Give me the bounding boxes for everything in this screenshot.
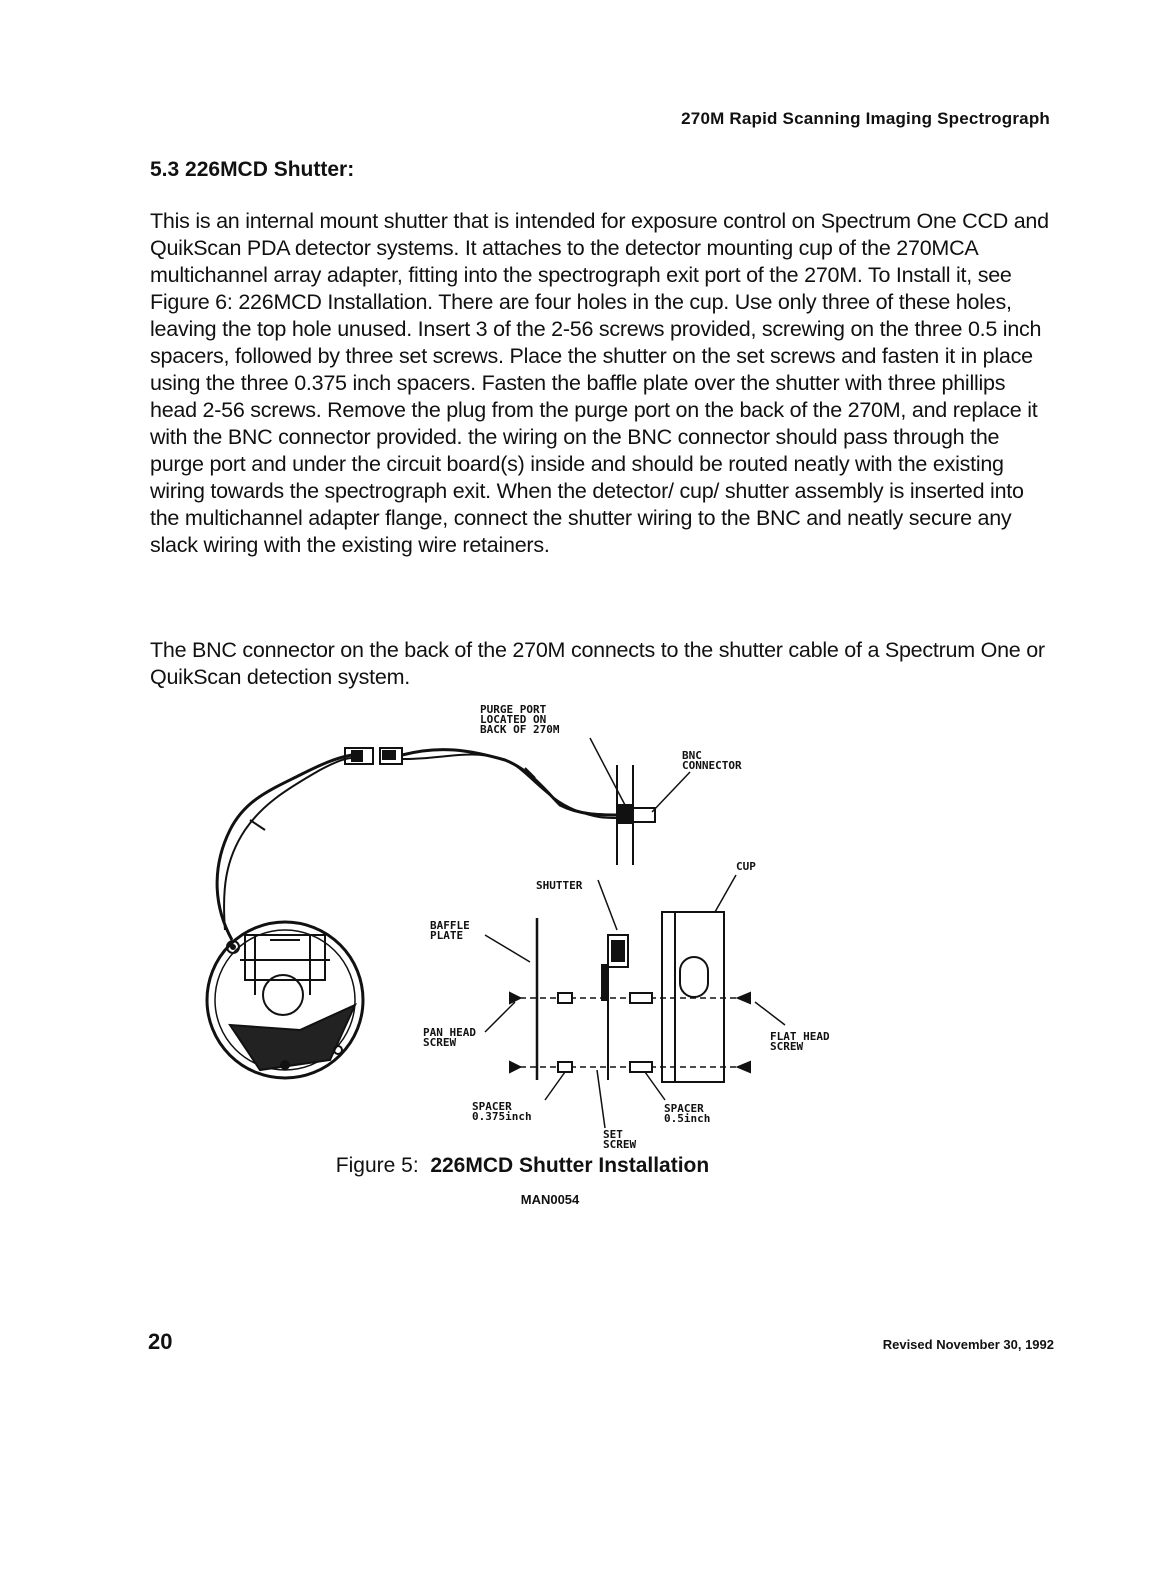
- label-pan-head-screw: SCREW: [423, 1036, 457, 1049]
- flat-head-screw: [738, 1062, 750, 1072]
- shutter-cable: [217, 755, 352, 940]
- label-set-screw: SCREW: [603, 1138, 637, 1151]
- label-flat-head-screw: SCREW: [770, 1040, 804, 1053]
- label-cup: CUP: [736, 860, 756, 873]
- figure-caption-title: 226MCD Shutter Installation: [430, 1154, 710, 1177]
- revision-date: Revised November 30, 1992: [882, 1337, 1054, 1352]
- label-spacer-375: 0.375inch: [472, 1110, 532, 1123]
- label-purge-port: PURGE PORT: [480, 703, 547, 716]
- label-purge-port: LOCATED ON: [480, 713, 547, 726]
- spacer-5: [630, 1062, 652, 1072]
- label-purge-port: BACK OF 270M: [480, 723, 560, 736]
- shutter-mechanism: [245, 935, 325, 980]
- running-header: 270M Rapid Scanning Imaging Spectrograph: [681, 109, 1050, 128]
- label-bnc-connector: BNC: [682, 749, 702, 762]
- label-pan-head-screw: PAN HEAD: [423, 1026, 476, 1039]
- bnc-connector: [617, 805, 633, 823]
- label-shutter: SHUTTER: [536, 879, 583, 892]
- spacer-5: [630, 993, 652, 1003]
- label-spacer-5: SPACER: [664, 1102, 704, 1115]
- label-flat-head-screw: FLAT HEAD: [770, 1030, 830, 1043]
- spacer-375: [558, 993, 572, 1003]
- spacer-375: [558, 1062, 572, 1072]
- label-baffle-plate: BAFFLE: [430, 919, 470, 932]
- figure-caption: [150, 1154, 895, 1178]
- label-bnc-connector: CONNECTOR: [682, 759, 742, 772]
- body-paragraph: The BNC connector on the back of the 270M connects to the shutter cable of a Spectrum One or QuikScan detection system.: [150, 638, 1045, 689]
- section-title: 5.3 226MCD Shutter:: [150, 158, 355, 181]
- figure-caption-prefix: Figure 5:: [335, 1154, 419, 1177]
- label-baffle-plate: PLATE: [430, 929, 464, 942]
- pan-head-screw: [510, 993, 520, 1003]
- flat-head-screw: [738, 993, 750, 1003]
- label-spacer-375: SPACER: [472, 1100, 512, 1113]
- page-number: 20: [148, 1329, 173, 1354]
- pan-head-screw: [510, 1062, 520, 1072]
- figure-code: MAN0054: [520, 1192, 580, 1207]
- label-spacer-5: 0.5inch: [664, 1112, 711, 1125]
- label-set-screw: SET: [603, 1128, 623, 1141]
- body-paragraph: This is an internal mount shutter that is intended for exposure control on Spectrum One CCD and QuikScan PDA detector systems. It attaches to the detector mounting cup of the 270MCA multichannel array adapter, fitting into the spectrograph exit port of the 270M. To Install it, see Figure 6: 226MCD Installation. There are four holes in the cup. Use only three of these holes, leaving the top hole unused. Insert 3 of the 2-56 screws provided, screwing on the three 0.5 inch spacers, followed by three set screws. Place the shutter on the set screws and fasten it in place using the three 0.375 inch spacers. Fasten the baffle plate over the shutter with three phillips head 2-56 screws. Remove the plug from the purge port on the back of the 270M, and replace it with the BNC connector provided. the wiring on the BNC connector should pass through the purge port and under the circuit board(s) inside and should be routed neatly with the existing wiring towards the spectrograph exit. When the detector/ cup/ shutter assembly is inserted into the multichannel adapter flange, connect the shutter wiring to the BNC and neatly secure any slack wiring with the existing wire retainers.: [150, 209, 1049, 557]
- shutter-installation-diagram: [190, 700, 870, 1155]
